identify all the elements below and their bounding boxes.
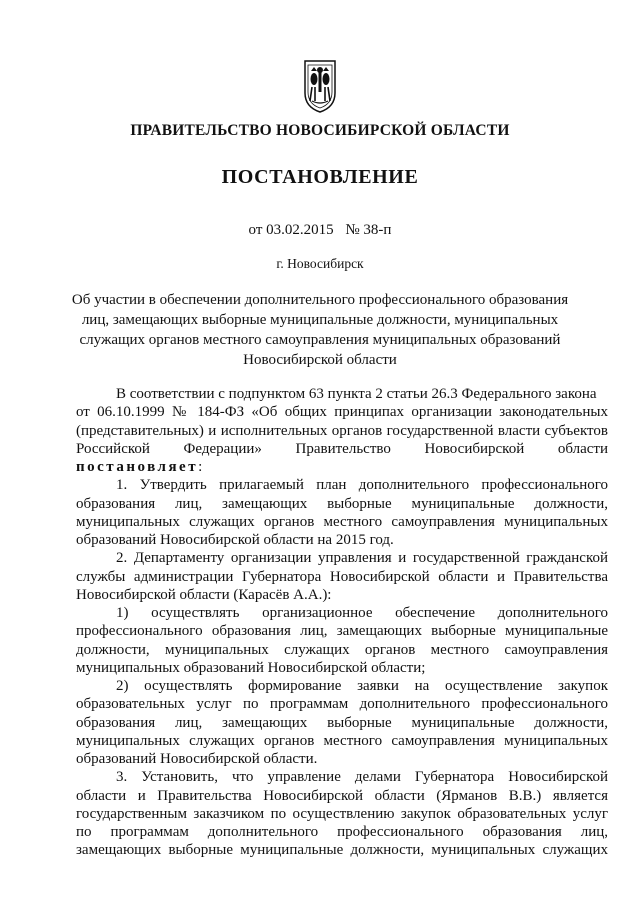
resolves-line (76, 458, 608, 476)
body-line: В соответствии с подпунктом 63 пункта 2 статьи 26.3 Федерального закона (116, 386, 597, 402)
coat-of-arms-icon (303, 57, 337, 113)
body-line: муниципальных образований Новосибирской области; (76, 659, 426, 676)
body-line: должности, муниципальных служащих органов местного самоуправления (76, 641, 608, 658)
body-line: Новосибирской области (Карасёв А.А.): (76, 586, 332, 603)
body-line: образования лиц, замещающих выборные муниципальные должности, (76, 495, 608, 512)
body-line: муниципальных служащих органов местного самоуправления муниципальных (76, 513, 608, 530)
body-line: 1. Утвердить прилагаемый план дополнительного профессионального (116, 477, 608, 494)
government-name: ПРАВИТЕЛЬСТВО НОВОСИБИРСКОЙ ОБЛАСТИ (130, 122, 510, 139)
body-line: 2. Департаменту организации управления и государственной гражданской (116, 550, 608, 567)
document-type-title: ПОСТАНОВЛЕНИЕ (221, 166, 419, 188)
body-line: образовательных услуг по программам дополнительного профессионального (76, 696, 608, 713)
body-line: службы администрации Губернатора Новосибирской области и Правительства (76, 568, 608, 585)
body-line: 3. Установить, что управление делами Губернатора Новосибирской (116, 769, 608, 786)
document-subject (60, 290, 580, 370)
body-line: образования лиц, замещающих выборные муниципальные должности, (76, 714, 608, 731)
body-line: (представительных) и исполнительных органов государственной власти субъектов (76, 422, 608, 439)
document-number: № 38-п (345, 222, 392, 238)
document-date: от 03.02.2015 (248, 222, 334, 238)
body-line: государственным заказчиком по осуществлению закупок образовательных услуг (76, 805, 608, 822)
resolves-colon: : (198, 459, 203, 475)
body-line: образований Новосибирской области. (76, 751, 318, 767)
body-line: 2) осуществлять формирование заявки на осуществление закупок (116, 678, 608, 694)
subject-line: Об участии в обеспечении дополнительного профессионального образования (71, 292, 569, 308)
body-line: по программам дополнительного профессионального образования лиц, (76, 824, 608, 840)
document-body (76, 385, 608, 860)
body-line: муниципальных служащих органов местного самоуправления муниципальных (76, 732, 608, 749)
body-line: Российской Федерации» Правительство Новосибирской области (76, 440, 608, 457)
city-name: г. Новосибирск (276, 256, 364, 271)
body-line: от 06.10.1999 № 184-ФЗ «Об общих принципах организации законодательных (76, 404, 608, 421)
body-line: замещающих выборные муниципальные должности, муниципальных служащих (76, 842, 608, 859)
body-line: образований Новосибирской области на 2015 год. (76, 532, 394, 548)
subject-line: лиц, замещающих выборные муниципальные должности, муниципальных (81, 312, 559, 328)
resolves-word: постановляет (76, 459, 199, 475)
subject-line: служащих органов местного самоуправления муниципальных образований (79, 332, 561, 348)
subject-line: Новосибирской области (243, 352, 397, 368)
date-number-line (0, 222, 640, 239)
body-line: профессионального образования лиц, замещающих выборные муниципальные (76, 623, 608, 640)
body-line: 1) осуществлять организационное обеспечение дополнительного (116, 605, 608, 621)
body-line: области и Правительства Новосибирской области (Ярманов В.В.) является (76, 787, 608, 804)
